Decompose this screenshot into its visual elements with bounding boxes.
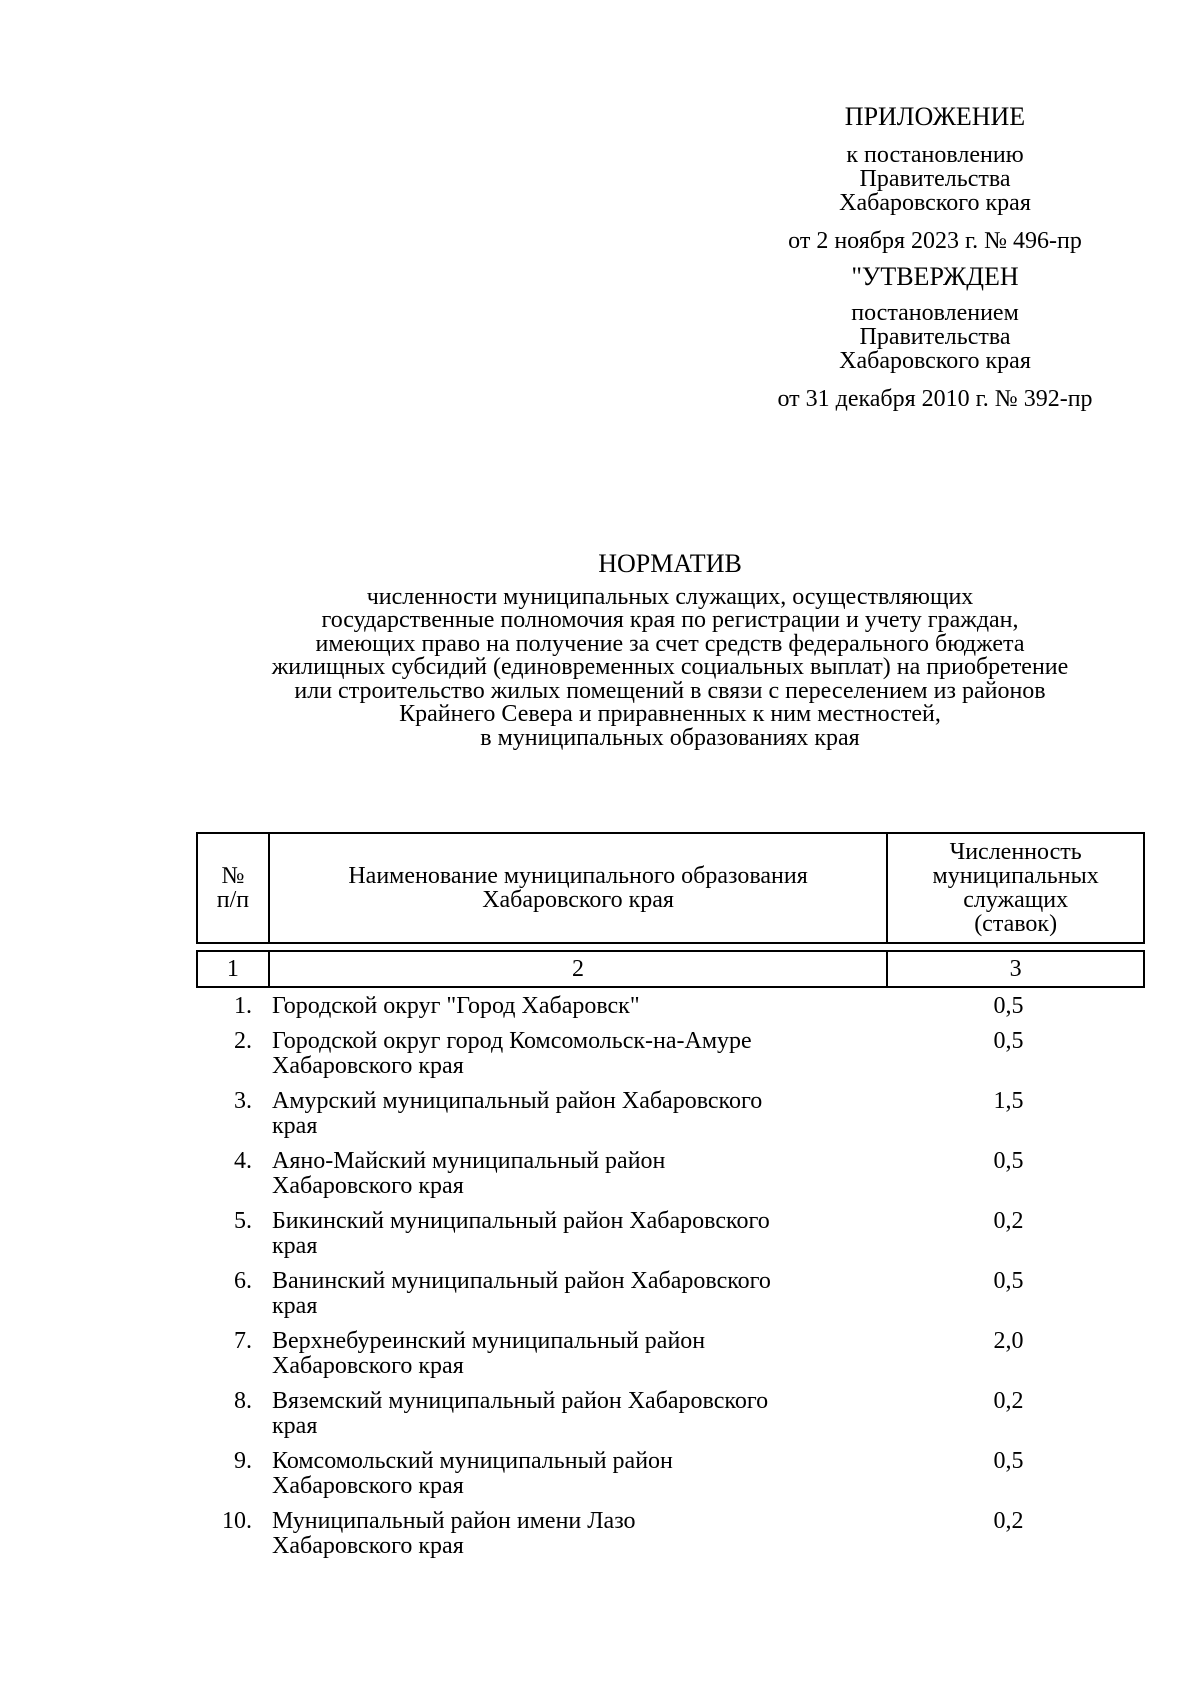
header-name: Наименование муниципального образования Хабаровского края: [269, 833, 887, 943]
appendix-date: от 2 ноября 2023 г. № 496-пр: [788, 228, 1082, 254]
row-value: 1,5: [993, 1088, 1024, 1114]
column-number-3: 3: [887, 951, 1144, 987]
header-gap: [197, 943, 1144, 951]
title-line: жилищных субсидий (единовременных социальных выплат) на приобретение: [271, 654, 1069, 680]
row-name: Бикинский муниципальный район Хабаровского края: [272, 1208, 770, 1259]
row-number: 4.: [234, 1148, 252, 1174]
row-value: 0,2: [993, 1208, 1024, 1234]
title-line: имеющих право на получение за счет средств федерального бюджета: [315, 630, 1025, 657]
row-name: Вяземский муниципальный район Хабаровского края: [272, 1388, 769, 1439]
row-name: Городской округ "Город Хабаровск": [272, 993, 640, 1019]
row-number: 10.: [222, 1508, 252, 1534]
row-value: 0,2: [993, 1508, 1024, 1534]
row-name: Комсомольский муниципальный район Хабаровского края: [272, 1448, 673, 1499]
row-value: 2,0: [993, 1328, 1024, 1354]
title-line: Крайнего Севера и приравненных к ним местностей,: [399, 701, 941, 727]
table-row: [196, 994, 1145, 1019]
row-name: Верхнебуреинский муниципальный район Хабаровского края: [272, 1328, 706, 1379]
header-count: Численность муниципальных служащих (ставок): [887, 833, 1144, 943]
column-number-1: 1: [197, 951, 269, 987]
document-title-block: [170, 549, 1170, 751]
table-row: [196, 1149, 1145, 1199]
approved-date: от 31 декабря 2010 г. № 392-пр: [777, 386, 1093, 412]
appendix-line: к постановлению: [846, 142, 1024, 168]
row-name: Аяно-Майский муниципальный район Хабаровского края: [272, 1148, 666, 1199]
table-body: [196, 994, 1145, 1569]
approved-heading: "УТВЕРЖДЕН: [851, 262, 1019, 291]
appendix-line: Правительства: [859, 166, 1011, 192]
table-row: [196, 1449, 1145, 1499]
row-value: 0,5: [993, 1268, 1024, 1294]
title-line: государственные полномочия края по регистрации и учету граждан,: [321, 607, 1019, 633]
table-row: [196, 1509, 1145, 1559]
row-name: Ванинский муниципальный район Хабаровского края: [272, 1268, 771, 1319]
approved-line: Хабаровского края: [839, 348, 1031, 374]
appendix-heading: ПРИЛОЖЕНИЕ: [844, 102, 1026, 131]
table-row: [196, 1089, 1145, 1139]
row-number: 8.: [234, 1388, 252, 1414]
row-number: 5.: [234, 1208, 252, 1234]
row-number: 1.: [234, 993, 252, 1019]
table-header: [196, 832, 1145, 988]
table-row: [196, 1209, 1145, 1259]
approved-line: Правительства: [859, 324, 1011, 350]
column-number-2: 2: [269, 951, 887, 987]
row-number: 2.: [234, 1028, 252, 1054]
row-value: 0,5: [993, 1028, 1024, 1054]
title-line: численности муниципальных служащих, осуществляющих: [366, 583, 974, 610]
approved-line: постановлением: [851, 300, 1019, 326]
row-value: 0,5: [993, 1448, 1024, 1474]
row-number: 9.: [234, 1448, 252, 1474]
row-name: Амурский муниципальный район Хабаровского края: [272, 1088, 763, 1139]
row-number: 3.: [234, 1088, 252, 1114]
row-value: 0,5: [993, 1148, 1024, 1174]
row-number: 6.: [234, 1268, 252, 1294]
row-value: 0,5: [993, 993, 1024, 1019]
document-title: НОРМАТИВ: [598, 549, 742, 578]
row-name: Городской округ город Комсомольск-на-Амуре Хабаровского края: [272, 1028, 752, 1079]
row-number: 7.: [234, 1328, 252, 1354]
table-row: [196, 1329, 1145, 1379]
table-row: [196, 1269, 1145, 1319]
header-number: № п/п: [197, 833, 269, 943]
table-row: [196, 1389, 1145, 1439]
appendix-line: Хабаровского края: [839, 190, 1031, 216]
row-name: Муниципальный район имени Лазо Хабаровского края: [272, 1508, 636, 1559]
appendix-block: [735, 102, 1135, 423]
title-line: или строительство жилых помещений в связи с переселением из районов: [294, 677, 1046, 704]
row-value: 0,2: [993, 1388, 1024, 1414]
table-row: [196, 1029, 1145, 1079]
title-line: в муниципальных образованиях края: [480, 724, 860, 751]
